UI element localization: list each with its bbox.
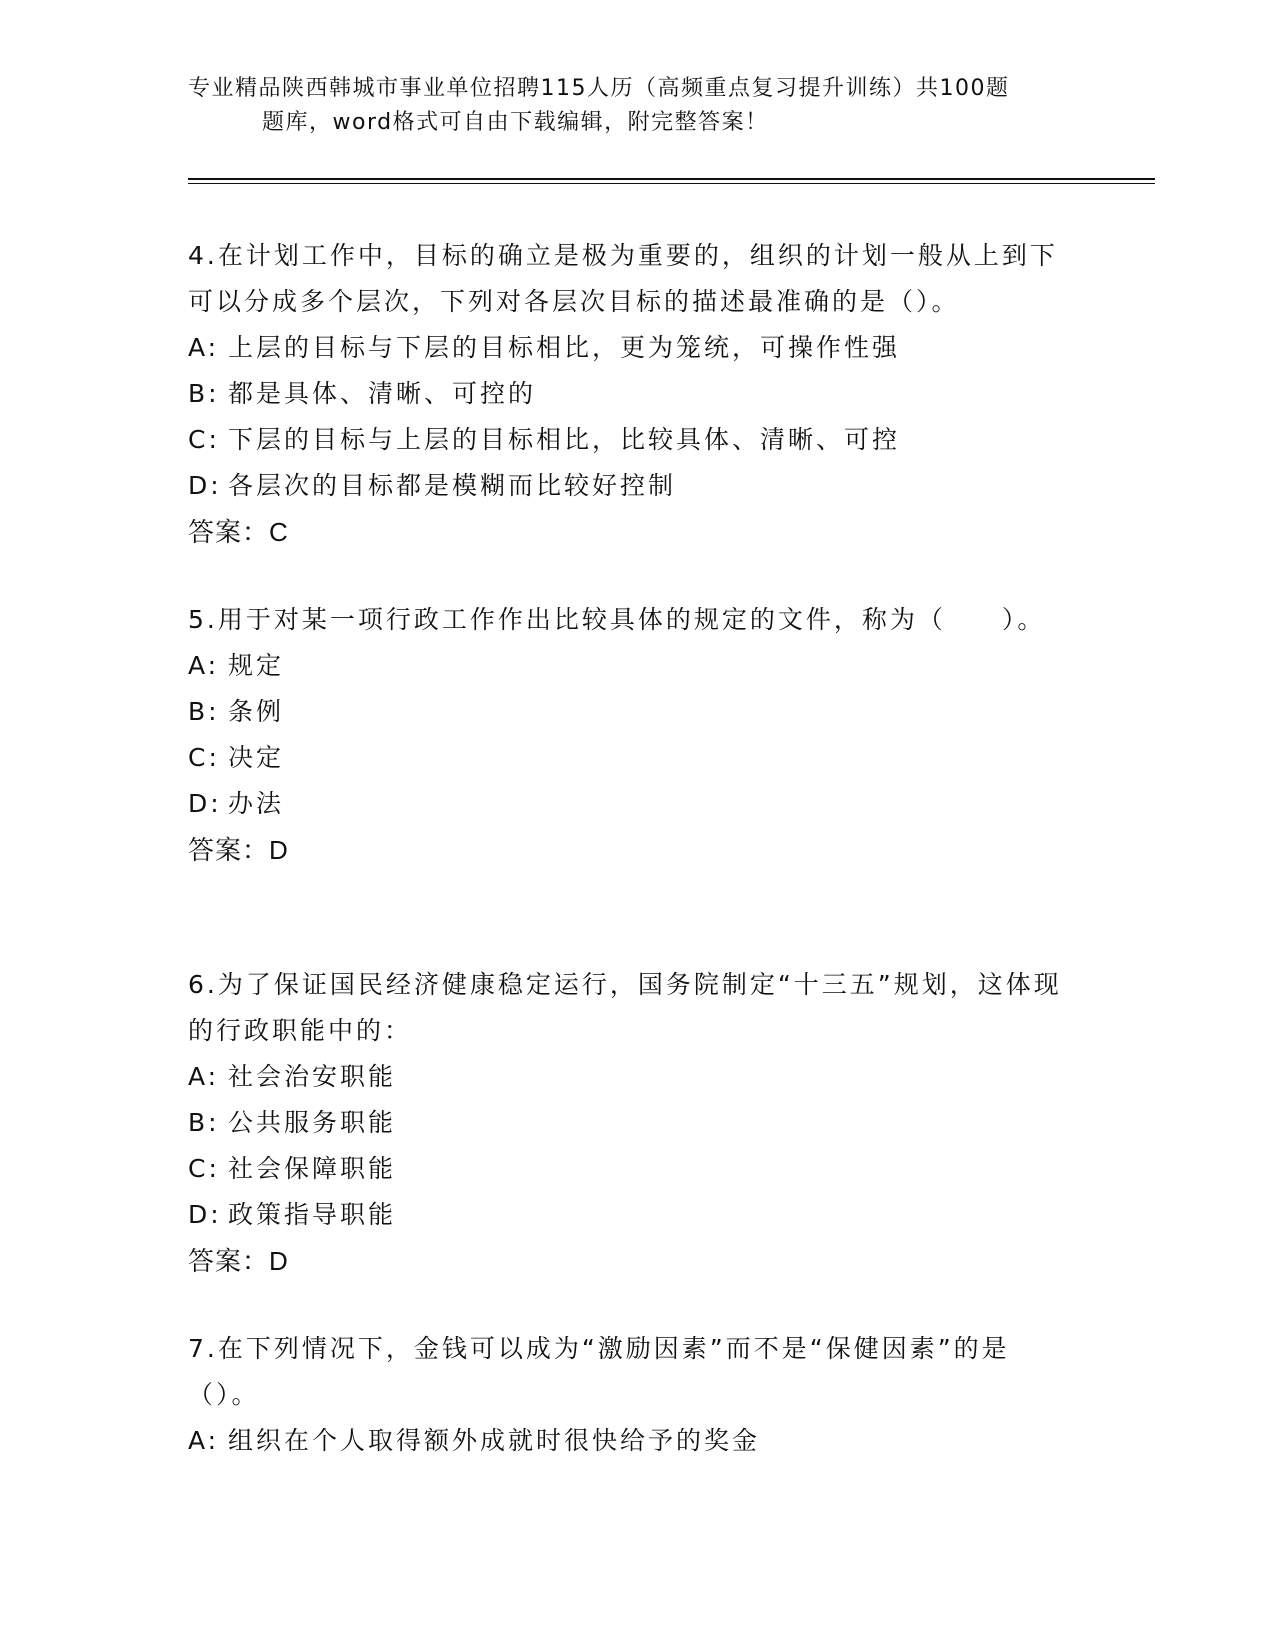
header-title-line2: 题库，word格式可自由下载编辑，附完整答案！	[262, 110, 769, 135]
option-text: 都是具体、清晰、可控的	[228, 379, 537, 408]
option-text: 办法	[228, 789, 285, 818]
option-text: 条例	[228, 697, 285, 726]
option-text: 决定	[228, 743, 285, 772]
option-letter: B:	[188, 1108, 220, 1137]
question-4	[188, 233, 1068, 555]
answer-line: 答案：D	[188, 835, 289, 865]
header-divider-thin	[188, 183, 1155, 184]
answer-line: 答案：D	[188, 1246, 289, 1276]
option-c	[188, 417, 1068, 463]
option-letter: A:	[188, 1062, 220, 1091]
option-text: 下层的目标与上层的目标相比，比较具体、清晰、可控	[228, 425, 901, 454]
option-letter: C:	[188, 743, 220, 772]
question-text: 6.为了保证国民经济健康稳定运行，国务院制定“十三五”规划，这体现的行政职能中的：	[188, 970, 1062, 1045]
option-letter: D:	[188, 471, 222, 500]
question-text: 7.在下列情况下，金钱可以成为“激励因素”而不是“保健因素”的是（）。	[188, 1334, 1010, 1409]
option-letter: D:	[188, 1200, 222, 1229]
question-5	[188, 597, 1068, 873]
option-c	[188, 1146, 1068, 1192]
option-b	[188, 1100, 1068, 1146]
option-a	[188, 1418, 1068, 1464]
option-d	[188, 1192, 1068, 1238]
document-header	[188, 72, 1068, 140]
question-text: 5.用于对某一项行政工作作出比较具体的规定的文件，称为（ ）。	[188, 605, 1046, 634]
option-letter: C:	[188, 425, 220, 454]
option-text: 公共服务职能	[228, 1108, 397, 1137]
option-d	[188, 463, 1068, 509]
header-title-line1: 专业精品陕西韩城市事业单位招聘115人历（高频重点复习提升训练）共100题	[188, 76, 1010, 101]
option-text: 政策指导职能	[228, 1200, 397, 1229]
option-text: 各层次的目标都是模糊而比较好控制	[228, 471, 677, 500]
option-text: 上层的目标与下层的目标相比，更为笼统，可操作性强	[228, 333, 901, 362]
option-letter: A:	[188, 1426, 220, 1455]
option-d	[188, 781, 1068, 827]
answer-line: 答案：C	[188, 517, 289, 547]
header-divider-thick	[188, 178, 1155, 180]
option-letter: B:	[188, 697, 220, 726]
option-a	[188, 643, 1068, 689]
option-c	[188, 735, 1068, 781]
option-letter: D:	[188, 789, 222, 818]
option-text: 社会治安职能	[228, 1062, 397, 1091]
question-7	[188, 1326, 1068, 1464]
option-b	[188, 689, 1068, 735]
option-letter: B:	[188, 379, 220, 408]
option-b	[188, 371, 1068, 417]
question-text: 4.在计划工作中，目标的确立是极为重要的，组织的计划一般从上到下可以分成多个层次，下列对各层次目标的描述最准确的是（）。	[188, 241, 1058, 316]
option-a	[188, 1054, 1068, 1100]
option-letter: A:	[188, 651, 220, 680]
option-a	[188, 325, 1068, 371]
option-text: 组织在个人取得额外成就时很快给予的奖金	[228, 1426, 761, 1455]
option-text: 规定	[228, 651, 285, 680]
option-letter: C:	[188, 1154, 220, 1183]
option-text: 社会保障职能	[228, 1154, 397, 1183]
option-letter: A:	[188, 333, 220, 362]
question-6	[188, 962, 1068, 1284]
